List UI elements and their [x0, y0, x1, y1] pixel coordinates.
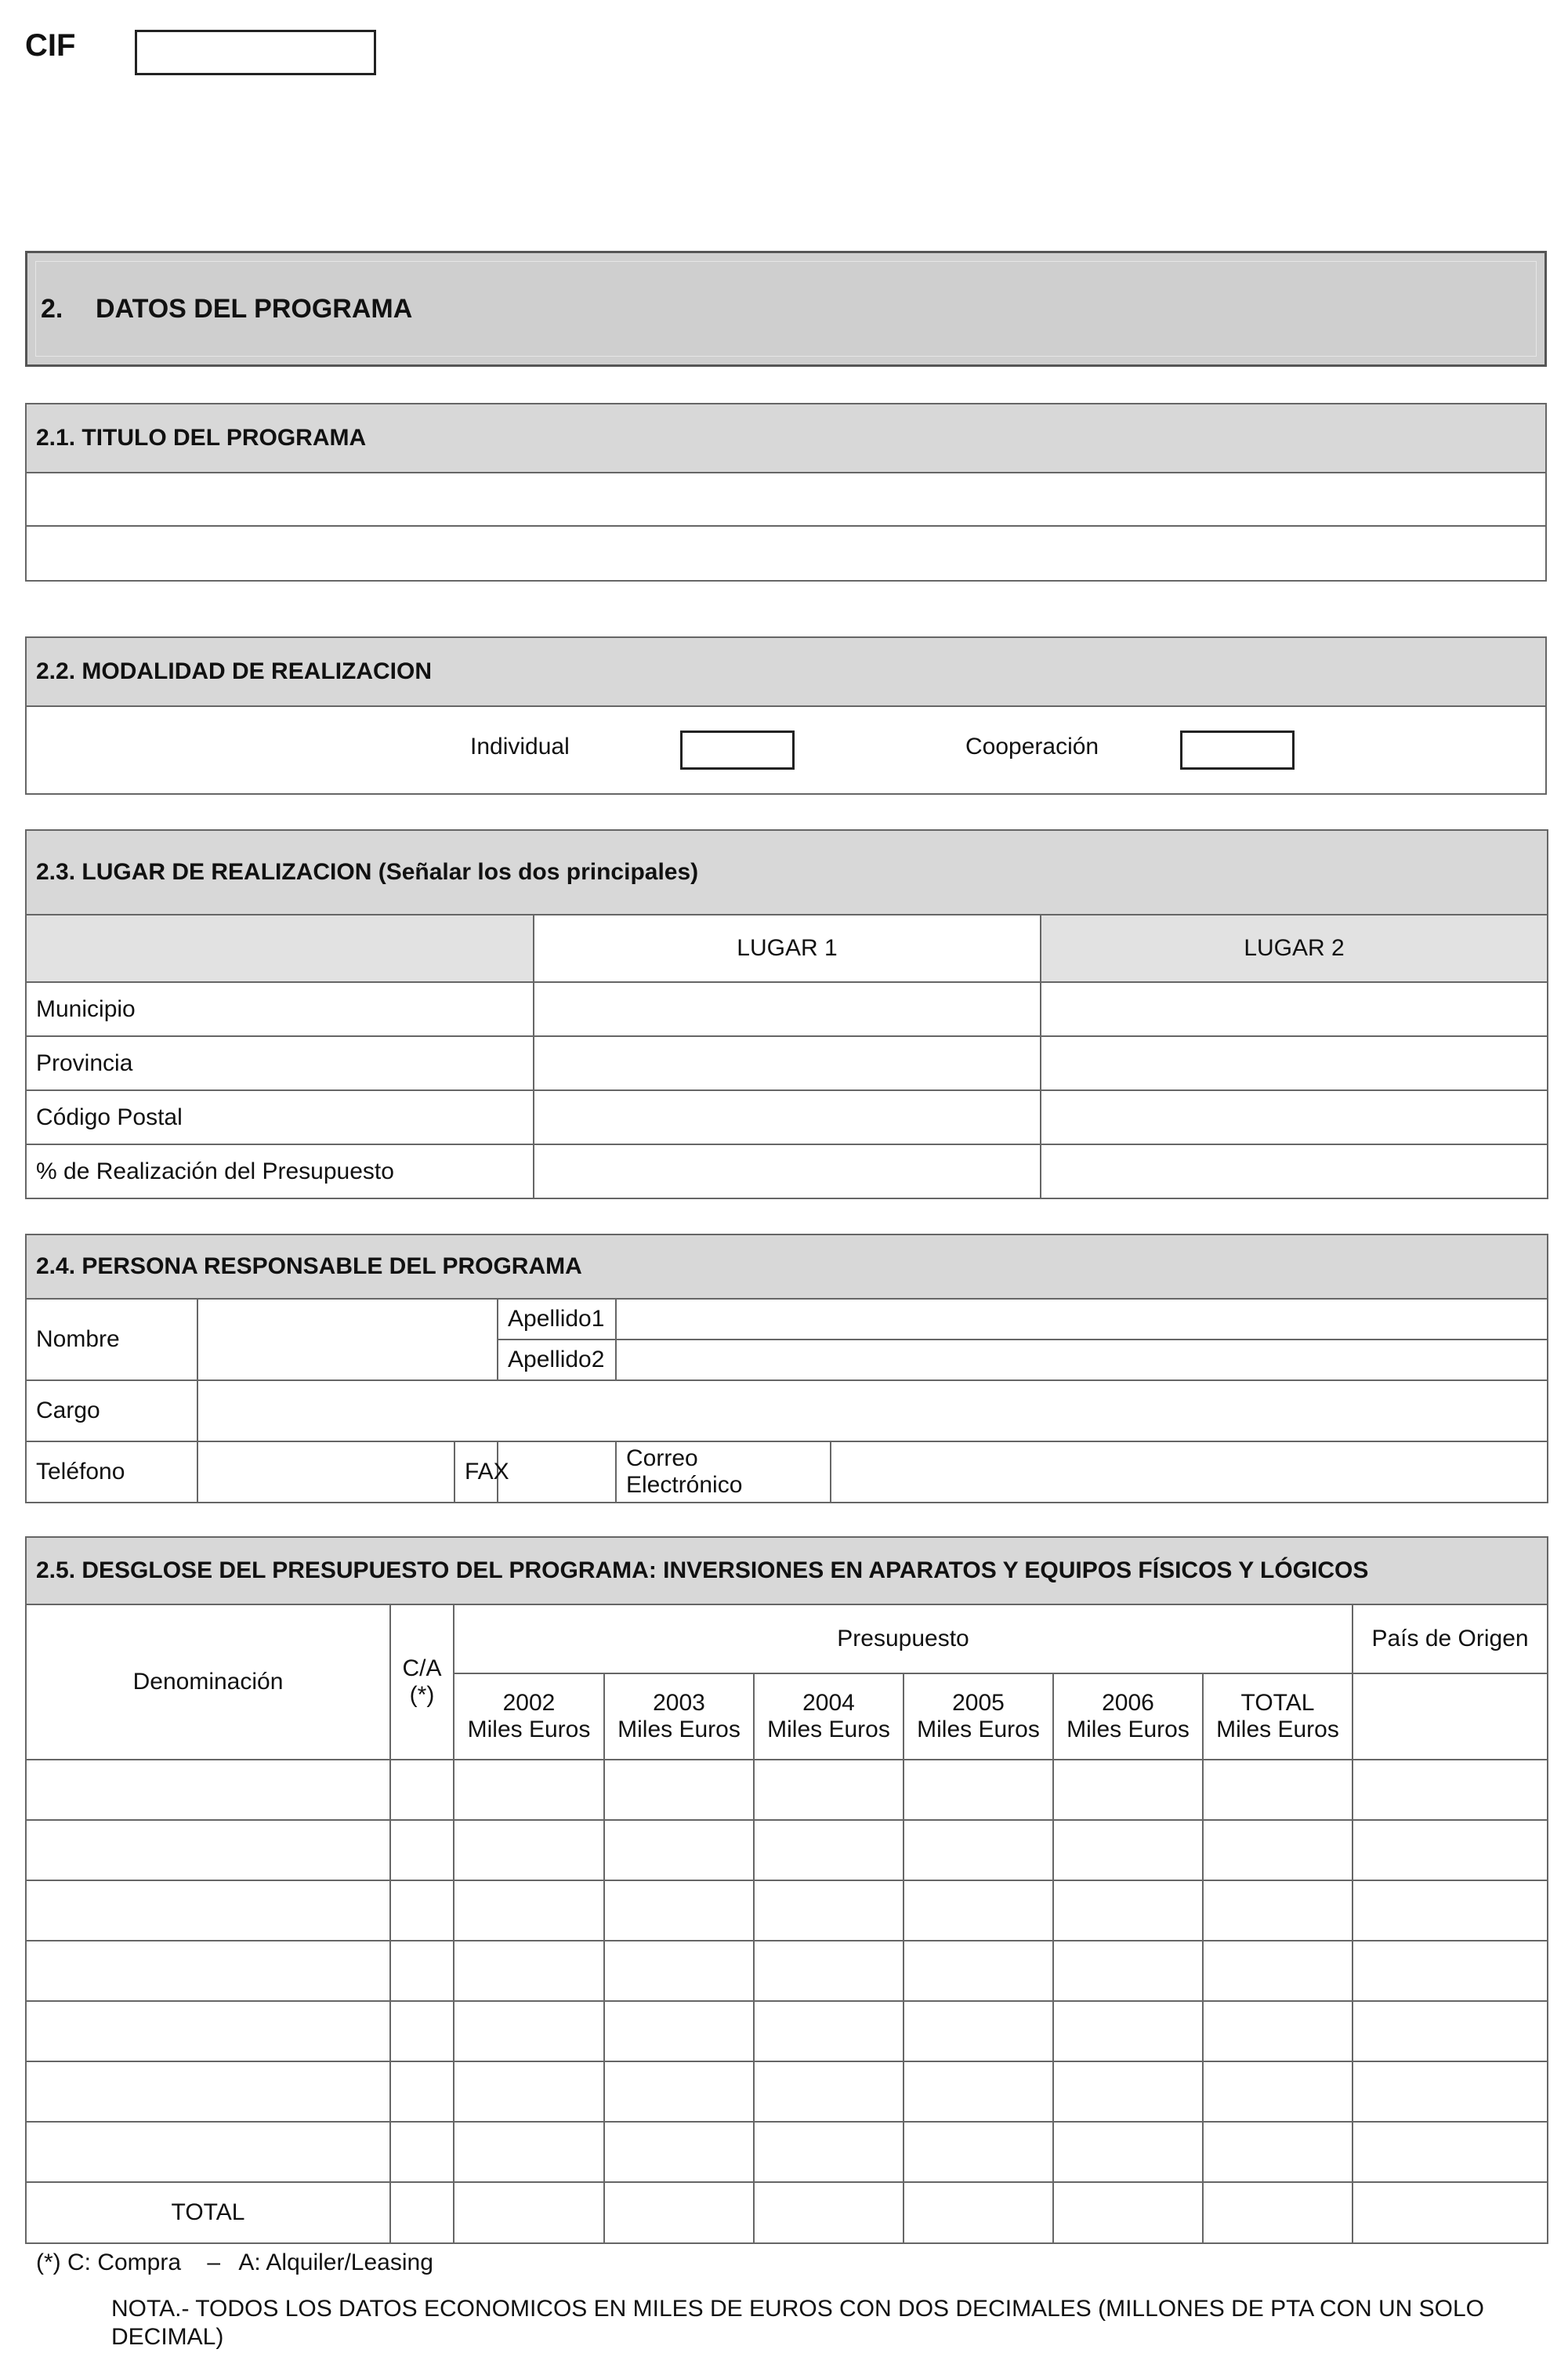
total-cell[interactable] [454, 2182, 604, 2243]
titulo-line-2[interactable] [26, 526, 1546, 581]
budget-cell[interactable] [1353, 2122, 1548, 2182]
apellido2-input[interactable] [616, 1340, 1548, 1380]
budget-cell[interactable] [1353, 1880, 1548, 1941]
year-label: TOTAL [1240, 1690, 1315, 1716]
budget-cell[interactable] [604, 2061, 754, 2122]
pais-subheader [1353, 1673, 1548, 1760]
cooperacion-label: Cooperación [965, 734, 1099, 760]
total-cell[interactable] [754, 2182, 904, 2243]
section-2-title: DATOS DEL PROGRAMA [96, 293, 413, 324]
presupuesto-table [25, 1536, 1548, 2244]
total-cell[interactable] [904, 2182, 1053, 2243]
budget-cell[interactable] [604, 2001, 754, 2061]
budget-cell[interactable] [604, 1820, 754, 1880]
row-label: Provincia [26, 1036, 534, 1090]
titulo-table [25, 403, 1547, 582]
correo-input[interactable] [831, 1441, 1548, 1503]
budget-row [26, 1820, 1548, 1880]
modalidad-header: 2.2. MODALIDAD DE REALIZACION [26, 637, 1546, 706]
budget-cell[interactable] [754, 2001, 904, 2061]
budget-cell[interactable] [390, 2001, 454, 2061]
budget-cell[interactable] [1203, 2061, 1353, 2122]
nota: NOTA.- TODOS LOS DATOS ECONOMICOS EN MILES DE EUROS CON DOS DECIMALES (MILLONES DE PTA CON UN SOLO DECIMAL) [111, 2296, 1484, 2350]
budget-row [26, 1941, 1548, 2001]
budget-cell[interactable] [754, 1820, 904, 1880]
budget-cell[interactable] [1053, 2061, 1203, 2122]
budget-cell[interactable] [1203, 2122, 1353, 2182]
apellido1-input[interactable] [616, 1299, 1548, 1340]
budget-cell[interactable] [390, 1820, 454, 1880]
year-header [454, 1673, 604, 1760]
budget-cell[interactable] [454, 2061, 604, 2122]
budget-cell[interactable] [454, 1941, 604, 2001]
budget-cell[interactable] [1053, 2122, 1203, 2182]
total-cell[interactable] [1353, 2182, 1548, 2243]
telefono-input[interactable] [197, 1441, 454, 1503]
year-label: 2002 [502, 1690, 556, 1716]
responsable-header: 2.4. PERSONA RESPONSABLE DEL PROGRAMA [26, 1234, 1548, 1299]
budget-cell[interactable] [904, 1880, 1053, 1941]
cif-input[interactable] [135, 30, 376, 75]
budget-cell[interactable] [1203, 1941, 1353, 2001]
total-year-header [1203, 1673, 1353, 1760]
section-2-number: 2. [41, 293, 63, 324]
budget-cell[interactable] [1053, 1941, 1203, 2001]
responsable-table [25, 1234, 1548, 1503]
municipio-lugar-2[interactable] [1041, 982, 1548, 1036]
apellido1-label: Apellido1 [498, 1299, 616, 1340]
budget-cell[interactable] [26, 1820, 390, 1880]
budget-cell[interactable] [1353, 2061, 1548, 2122]
budget-row [26, 2061, 1548, 2122]
porcentaje-lugar-2[interactable] [1041, 1144, 1548, 1198]
provincia-lugar-1[interactable] [534, 1036, 1041, 1090]
budget-row [26, 2001, 1548, 2061]
budget-cell[interactable] [390, 2122, 454, 2182]
budget-rows [26, 1760, 1548, 2182]
lugar-header: 2.3. LUGAR DE REALIZACION (Señalar los dos principales) [26, 830, 1548, 915]
unit-label: Miles Euros [617, 1717, 741, 1742]
individual-checkbox[interactable] [680, 731, 795, 770]
budget-cell[interactable] [904, 2061, 1053, 2122]
budget-cell[interactable] [390, 1941, 454, 2001]
budget-cell[interactable] [1203, 1820, 1353, 1880]
unit-label: Miles Euros [917, 1717, 1040, 1742]
budget-cell[interactable] [390, 1760, 454, 1820]
row-label: Código Postal [26, 1090, 534, 1144]
year-header [1053, 1673, 1203, 1760]
budget-cell[interactable] [1203, 2001, 1353, 2061]
provincia-lugar-2[interactable] [1041, 1036, 1548, 1090]
budget-cell[interactable] [1353, 1760, 1548, 1820]
total-cell[interactable] [1203, 2182, 1353, 2243]
unit-label: Miles Euros [1066, 1717, 1190, 1742]
row-label: Municipio [26, 982, 534, 1036]
titulo-line-1[interactable] [26, 473, 1546, 526]
budget-cell[interactable] [754, 2122, 904, 2182]
codigo-postal-lugar-2[interactable] [1041, 1090, 1548, 1144]
lugar-2-header: LUGAR 2 [1041, 915, 1548, 982]
budget-cell[interactable] [454, 1760, 604, 1820]
budget-cell[interactable] [26, 1760, 390, 1820]
budget-cell[interactable] [1203, 1880, 1353, 1941]
lugar-corner [26, 915, 534, 982]
budget-cell[interactable] [1053, 2001, 1203, 2061]
budget-cell[interactable] [1203, 1760, 1353, 1820]
unit-label: Miles Euros [1216, 1717, 1339, 1742]
modalidad-table [25, 636, 1547, 795]
porcentaje-lugar-1[interactable] [534, 1144, 1041, 1198]
budget-cell[interactable] [754, 1941, 904, 2001]
year-header [904, 1673, 1053, 1760]
budget-cell[interactable] [454, 1820, 604, 1880]
budget-cell[interactable] [26, 1941, 390, 2001]
budget-cell[interactable] [454, 2001, 604, 2061]
unit-label: Miles Euros [467, 1717, 591, 1742]
denominacion-header: Denominación [26, 1604, 390, 1760]
year-header [754, 1673, 904, 1760]
budget-cell[interactable] [604, 2122, 754, 2182]
footnote: (*) C: Compra – A: Alquiler/Leasing [36, 2250, 433, 2275]
budget-cell[interactable] [754, 1760, 904, 1820]
budget-cell[interactable] [26, 2061, 390, 2122]
budget-row [26, 2122, 1548, 2182]
budget-cell[interactable] [754, 2061, 904, 2122]
budget-cell[interactable] [904, 1760, 1053, 1820]
cooperacion-checkbox[interactable] [1180, 731, 1295, 770]
municipio-lugar-1[interactable] [534, 982, 1041, 1036]
cif-label: CIF [25, 28, 76, 63]
ca-label: C/A [402, 1655, 442, 1681]
budget-row [26, 1760, 1548, 1820]
budget-cell[interactable] [904, 2001, 1053, 2061]
total-row-label: TOTAL [26, 2182, 390, 2243]
pais-header: País de Origen [1353, 1604, 1548, 1673]
budget-cell[interactable] [754, 1880, 904, 1941]
budget-cell[interactable] [904, 1941, 1053, 2001]
budget-cell[interactable] [904, 1820, 1053, 1880]
ca-header [390, 1604, 454, 1760]
budget-cell[interactable] [26, 2001, 390, 2061]
budget-cell[interactable] [604, 1760, 754, 1820]
budget-cell[interactable] [604, 1941, 754, 2001]
year-label: 2004 [802, 1690, 855, 1716]
telefono-label: Teléfono [26, 1441, 197, 1503]
budget-cell[interactable] [454, 2122, 604, 2182]
unit-label: Miles Euros [767, 1717, 890, 1742]
modalidad-options [26, 706, 1546, 794]
apellido2-label: Apellido2 [498, 1340, 616, 1380]
presupuesto-header: 2.5. DESGLOSE DEL PRESUPUESTO DEL PROGRAMA: INVERSIONES EN APARATOS Y EQUIPOS FÍSICOS Y LÓGICOS [26, 1537, 1548, 1604]
cargo-label: Cargo [26, 1380, 197, 1441]
correo-label: Correo Electrónico [616, 1441, 831, 1503]
titulo-header: 2.1. TITULO DEL PROGRAMA [26, 404, 1546, 473]
budget-cell[interactable] [1053, 1880, 1203, 1941]
budget-cell[interactable] [26, 1880, 390, 1941]
cargo-input[interactable] [197, 1380, 1548, 1441]
budget-cell[interactable] [390, 2061, 454, 2122]
total-cell[interactable] [390, 2182, 454, 2243]
budget-cell[interactable] [26, 2122, 390, 2182]
row-label: % de Realización del Presupuesto [26, 1144, 534, 1198]
year-label: 2003 [653, 1690, 705, 1716]
budget-cell[interactable] [454, 1880, 604, 1941]
presupuesto-group-header: Presupuesto [454, 1604, 1353, 1673]
budget-cell[interactable] [1353, 2001, 1548, 2061]
individual-label: Individual [470, 734, 570, 760]
ca-note: (*) [409, 1682, 435, 1708]
section-2-header [25, 251, 1547, 367]
lugar-1-header: LUGAR 1 [534, 915, 1041, 982]
total-cell[interactable] [1053, 2182, 1203, 2243]
year-label: 2006 [1102, 1690, 1154, 1716]
total-cell[interactable] [604, 2182, 754, 2243]
budget-cell[interactable] [1353, 1820, 1548, 1880]
budget-cell[interactable] [1353, 1941, 1548, 2001]
fax-input[interactable] [498, 1441, 616, 1503]
codigo-postal-lugar-1[interactable] [534, 1090, 1041, 1144]
nombre-input[interactable] [197, 1299, 498, 1380]
budget-cell[interactable] [390, 1880, 454, 1941]
year-header [604, 1673, 754, 1760]
budget-cell[interactable] [1053, 1760, 1203, 1820]
year-label: 2005 [952, 1690, 1005, 1716]
budget-cell[interactable] [1053, 1820, 1203, 1880]
fax-label: FAX [454, 1441, 498, 1503]
lugar-table [25, 829, 1548, 1199]
nombre-label: Nombre [26, 1299, 197, 1380]
budget-cell[interactable] [604, 1880, 754, 1941]
budget-cell[interactable] [904, 2122, 1053, 2182]
budget-row [26, 1880, 1548, 1941]
